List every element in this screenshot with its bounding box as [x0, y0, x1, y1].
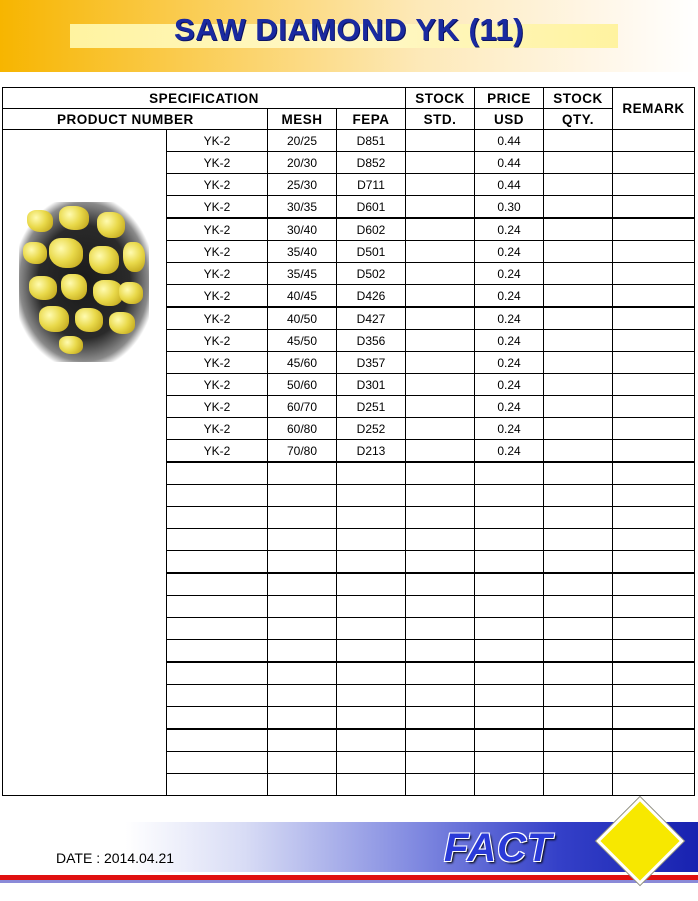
fact-logo-text: FACT — [444, 826, 553, 870]
remark-cell — [613, 485, 695, 507]
remark-cell — [613, 707, 695, 730]
stock-qty-cell — [544, 529, 613, 551]
stock-std-cell — [406, 152, 475, 174]
price-header-line2: USD — [475, 109, 544, 130]
product-cell — [167, 752, 268, 774]
price-cell: 0.24 — [475, 374, 544, 396]
diamond-crystals-image — [19, 202, 149, 362]
product-cell: YK-2 — [167, 307, 268, 330]
stock-std-cell — [406, 218, 475, 241]
mesh-cell: 50/60 — [268, 374, 337, 396]
price-cell: 0.24 — [475, 307, 544, 330]
stock-qty-cell — [544, 774, 613, 796]
diamond-crystal — [59, 336, 83, 354]
product-cell — [167, 707, 268, 730]
remark-cell — [613, 285, 695, 308]
remark-cell — [613, 218, 695, 241]
stock-qty-cell — [544, 352, 613, 374]
product-cell — [167, 573, 268, 596]
remark-cell — [613, 418, 695, 440]
price-cell: 0.44 — [475, 152, 544, 174]
product-cell — [167, 551, 268, 574]
remark-cell — [613, 462, 695, 485]
stock-qty-cell — [544, 440, 613, 463]
remark-cell — [613, 774, 695, 796]
stock-qty-cell — [544, 551, 613, 574]
product-cell — [167, 596, 268, 618]
remark-cell — [613, 729, 695, 752]
mesh-cell — [268, 573, 337, 596]
stock-qty-cell — [544, 241, 613, 263]
price-cell: 0.24 — [475, 440, 544, 463]
mesh-cell: 60/80 — [268, 418, 337, 440]
table-row — [3, 130, 695, 152]
stock-std-cell — [406, 685, 475, 707]
remark-cell — [613, 307, 695, 330]
remark-cell — [613, 618, 695, 640]
stock-qty-cell — [544, 462, 613, 485]
fepa-cell — [337, 752, 406, 774]
fepa-cell — [337, 662, 406, 685]
product-cell: YK-2 — [167, 130, 268, 152]
fepa-cell — [337, 729, 406, 752]
specification-header: SPECIFICATION — [3, 88, 406, 109]
mesh-cell — [268, 662, 337, 685]
fepa-cell — [337, 707, 406, 730]
stock-std-cell — [406, 418, 475, 440]
remark-cell — [613, 330, 695, 352]
mesh-cell: 40/45 — [268, 285, 337, 308]
fepa-cell — [337, 462, 406, 485]
price-cell — [475, 507, 544, 529]
mesh-cell: 45/50 — [268, 330, 337, 352]
price-cell — [475, 618, 544, 640]
remark-cell — [613, 685, 695, 707]
product-cell — [167, 507, 268, 529]
price-cell: 0.44 — [475, 130, 544, 152]
price-cell: 0.24 — [475, 285, 544, 308]
mesh-cell: 60/70 — [268, 396, 337, 418]
stock-std-cell — [406, 640, 475, 663]
table-body — [3, 130, 695, 796]
mesh-cell — [268, 596, 337, 618]
product-cell — [167, 662, 268, 685]
stock-std-header-line1: STOCK — [406, 88, 475, 109]
fepa-cell — [337, 573, 406, 596]
stock-qty-cell — [544, 618, 613, 640]
price-cell: 0.24 — [475, 263, 544, 285]
product-cell: YK-2 — [167, 374, 268, 396]
stock-qty-cell — [544, 662, 613, 685]
fepa-cell — [337, 618, 406, 640]
stock-qty-cell — [544, 752, 613, 774]
mesh-cell: 40/50 — [268, 307, 337, 330]
diamond-crystal — [49, 238, 83, 268]
remark-cell — [613, 551, 695, 574]
product-cell: YK-2 — [167, 196, 268, 219]
product-cell — [167, 529, 268, 551]
remark-cell — [613, 174, 695, 196]
fepa-cell: D851 — [337, 130, 406, 152]
fepa-cell — [337, 507, 406, 529]
stock-std-cell — [406, 729, 475, 752]
remark-cell — [613, 152, 695, 174]
stock-std-cell — [406, 130, 475, 152]
stock-qty-cell — [544, 418, 613, 440]
fepa-cell: D501 — [337, 241, 406, 263]
remark-cell — [613, 440, 695, 463]
fepa-cell: D427 — [337, 307, 406, 330]
fepa-cell: D502 — [337, 263, 406, 285]
stock-qty-cell — [544, 640, 613, 663]
stock-qty-cell — [544, 507, 613, 529]
stock-qty-cell — [544, 130, 613, 152]
stock-std-cell — [406, 551, 475, 574]
stock-std-cell — [406, 396, 475, 418]
price-cell — [475, 485, 544, 507]
product-cell: YK-2 — [167, 263, 268, 285]
price-cell — [475, 707, 544, 730]
mesh-header: MESH — [268, 109, 337, 130]
diamond-crystal — [61, 274, 87, 300]
price-cell: 0.30 — [475, 196, 544, 219]
remark-cell — [613, 573, 695, 596]
stock-qty-cell — [544, 396, 613, 418]
stock-qty-cell — [544, 307, 613, 330]
diamond-crystal — [123, 242, 145, 272]
fepa-cell — [337, 640, 406, 663]
stock-std-cell — [406, 774, 475, 796]
fepa-cell — [337, 551, 406, 574]
price-header-line1: PRICE — [475, 88, 544, 109]
mesh-cell — [268, 507, 337, 529]
fepa-cell: D711 — [337, 174, 406, 196]
mesh-cell: 70/80 — [268, 440, 337, 463]
mesh-cell: 20/30 — [268, 152, 337, 174]
remark-cell — [613, 374, 695, 396]
remark-cell — [613, 752, 695, 774]
price-cell — [475, 685, 544, 707]
fepa-header: FEPA — [337, 109, 406, 130]
product-cell: YK-2 — [167, 440, 268, 463]
stock-std-cell — [406, 263, 475, 285]
fepa-cell — [337, 529, 406, 551]
stock-qty-cell — [544, 485, 613, 507]
diamond-crystal — [119, 282, 143, 304]
fepa-cell: D251 — [337, 396, 406, 418]
price-cell — [475, 752, 544, 774]
product-cell: YK-2 — [167, 174, 268, 196]
price-cell: 0.24 — [475, 330, 544, 352]
fepa-cell: D601 — [337, 196, 406, 219]
stock-qty-cell — [544, 573, 613, 596]
price-cell: 0.24 — [475, 241, 544, 263]
stock-qty-header-line1: STOCK — [544, 88, 613, 109]
stock-qty-cell — [544, 285, 613, 308]
product-cell: YK-2 — [167, 285, 268, 308]
stock-qty-cell — [544, 174, 613, 196]
price-cell — [475, 729, 544, 752]
stock-std-cell — [406, 596, 475, 618]
stock-std-cell — [406, 330, 475, 352]
stock-qty-cell — [544, 196, 613, 219]
fepa-cell — [337, 485, 406, 507]
stock-std-cell — [406, 440, 475, 463]
fepa-cell — [337, 774, 406, 796]
product-cell — [167, 618, 268, 640]
remark-cell — [613, 196, 695, 219]
mesh-cell: 35/45 — [268, 263, 337, 285]
product-cell: YK-2 — [167, 330, 268, 352]
stock-std-cell — [406, 752, 475, 774]
mesh-cell — [268, 752, 337, 774]
stock-std-cell — [406, 196, 475, 219]
product-cell — [167, 685, 268, 707]
diamond-crystal — [29, 276, 57, 300]
stock-std-cell — [406, 618, 475, 640]
price-cell — [475, 573, 544, 596]
stock-std-cell — [406, 462, 475, 485]
price-cell: 0.24 — [475, 396, 544, 418]
product-cell: YK-2 — [167, 396, 268, 418]
product-number-header: PRODUCT NUMBER — [3, 109, 268, 130]
fepa-cell: D852 — [337, 152, 406, 174]
date-label: DATE : 2014.04.21 — [56, 850, 175, 866]
remark-cell — [613, 596, 695, 618]
stock-qty-cell — [544, 729, 613, 752]
remark-header: REMARK — [613, 88, 695, 130]
stock-qty-cell — [544, 707, 613, 730]
product-cell: YK-2 — [167, 352, 268, 374]
price-cell: 0.24 — [475, 352, 544, 374]
mesh-cell: 30/40 — [268, 218, 337, 241]
product-cell — [167, 729, 268, 752]
remark-cell — [613, 507, 695, 529]
product-cell: YK-2 — [167, 418, 268, 440]
stock-std-cell — [406, 485, 475, 507]
stock-std-cell — [406, 662, 475, 685]
stock-std-cell — [406, 307, 475, 330]
mesh-cell — [268, 774, 337, 796]
stock-std-cell — [406, 374, 475, 396]
mesh-cell: 45/60 — [268, 352, 337, 374]
stock-qty-cell — [544, 330, 613, 352]
product-cell — [167, 640, 268, 663]
price-cell: 0.24 — [475, 218, 544, 241]
mesh-cell — [268, 551, 337, 574]
fepa-cell: D357 — [337, 352, 406, 374]
product-cell — [167, 774, 268, 796]
fepa-cell: D602 — [337, 218, 406, 241]
mesh-cell — [268, 729, 337, 752]
mesh-cell — [268, 529, 337, 551]
fepa-cell: D213 — [337, 440, 406, 463]
diamond-crystal — [59, 206, 89, 230]
stock-std-cell — [406, 174, 475, 196]
stock-std-cell — [406, 529, 475, 551]
diamond-crystal — [75, 308, 103, 332]
product-cell: YK-2 — [167, 152, 268, 174]
stock-std-cell — [406, 507, 475, 529]
remark-cell — [613, 529, 695, 551]
stock-std-cell — [406, 241, 475, 263]
price-cell — [475, 662, 544, 685]
mesh-cell — [268, 685, 337, 707]
mesh-cell — [268, 707, 337, 730]
stock-qty-cell — [544, 263, 613, 285]
stock-qty-header-line2: QTY. — [544, 109, 613, 130]
mesh-cell — [268, 618, 337, 640]
product-cell — [167, 462, 268, 485]
price-cell: 0.44 — [475, 174, 544, 196]
spec-table — [2, 87, 695, 796]
fepa-cell — [337, 685, 406, 707]
stock-std-cell — [406, 707, 475, 730]
price-cell: 0.24 — [475, 418, 544, 440]
mesh-cell — [268, 640, 337, 663]
stock-std-header-line2: STD. — [406, 109, 475, 130]
footer-stripe-blue — [0, 880, 698, 883]
stock-std-cell — [406, 573, 475, 596]
product-image-cell — [3, 130, 167, 796]
remark-cell — [613, 640, 695, 663]
stock-qty-cell — [544, 596, 613, 618]
stock-qty-cell — [544, 152, 613, 174]
price-cell — [475, 551, 544, 574]
mesh-cell: 20/25 — [268, 130, 337, 152]
stock-std-cell — [406, 285, 475, 308]
remark-cell — [613, 130, 695, 152]
mesh-cell: 30/35 — [268, 196, 337, 219]
diamond-crystal — [23, 242, 47, 264]
stock-qty-cell — [544, 218, 613, 241]
diamond-crystal — [27, 210, 53, 232]
fepa-cell — [337, 596, 406, 618]
diamond-crystal — [109, 312, 135, 334]
fepa-cell: D301 — [337, 374, 406, 396]
mesh-cell — [268, 485, 337, 507]
price-cell — [475, 774, 544, 796]
price-cell — [475, 462, 544, 485]
page-title: SAW DIAMOND YK (11) — [174, 12, 524, 47]
product-cell: YK-2 — [167, 241, 268, 263]
mesh-cell: 35/40 — [268, 241, 337, 263]
diamond-crystal — [97, 212, 125, 238]
remark-cell — [613, 263, 695, 285]
header-banner — [0, 0, 698, 72]
mesh-cell: 25/30 — [268, 174, 337, 196]
fepa-cell: D426 — [337, 285, 406, 308]
stock-std-cell — [406, 352, 475, 374]
mesh-cell — [268, 462, 337, 485]
fepa-cell: D252 — [337, 418, 406, 440]
fepa-cell: D356 — [337, 330, 406, 352]
remark-cell — [613, 352, 695, 374]
stock-qty-cell — [544, 685, 613, 707]
stock-qty-cell — [544, 374, 613, 396]
diamond-crystal — [39, 306, 69, 332]
remark-cell — [613, 396, 695, 418]
price-cell — [475, 529, 544, 551]
remark-cell — [613, 662, 695, 685]
price-cell — [475, 596, 544, 618]
product-cell: YK-2 — [167, 218, 268, 241]
diamond-crystal — [89, 246, 119, 274]
remark-cell — [613, 241, 695, 263]
product-cell — [167, 485, 268, 507]
price-cell — [475, 640, 544, 663]
